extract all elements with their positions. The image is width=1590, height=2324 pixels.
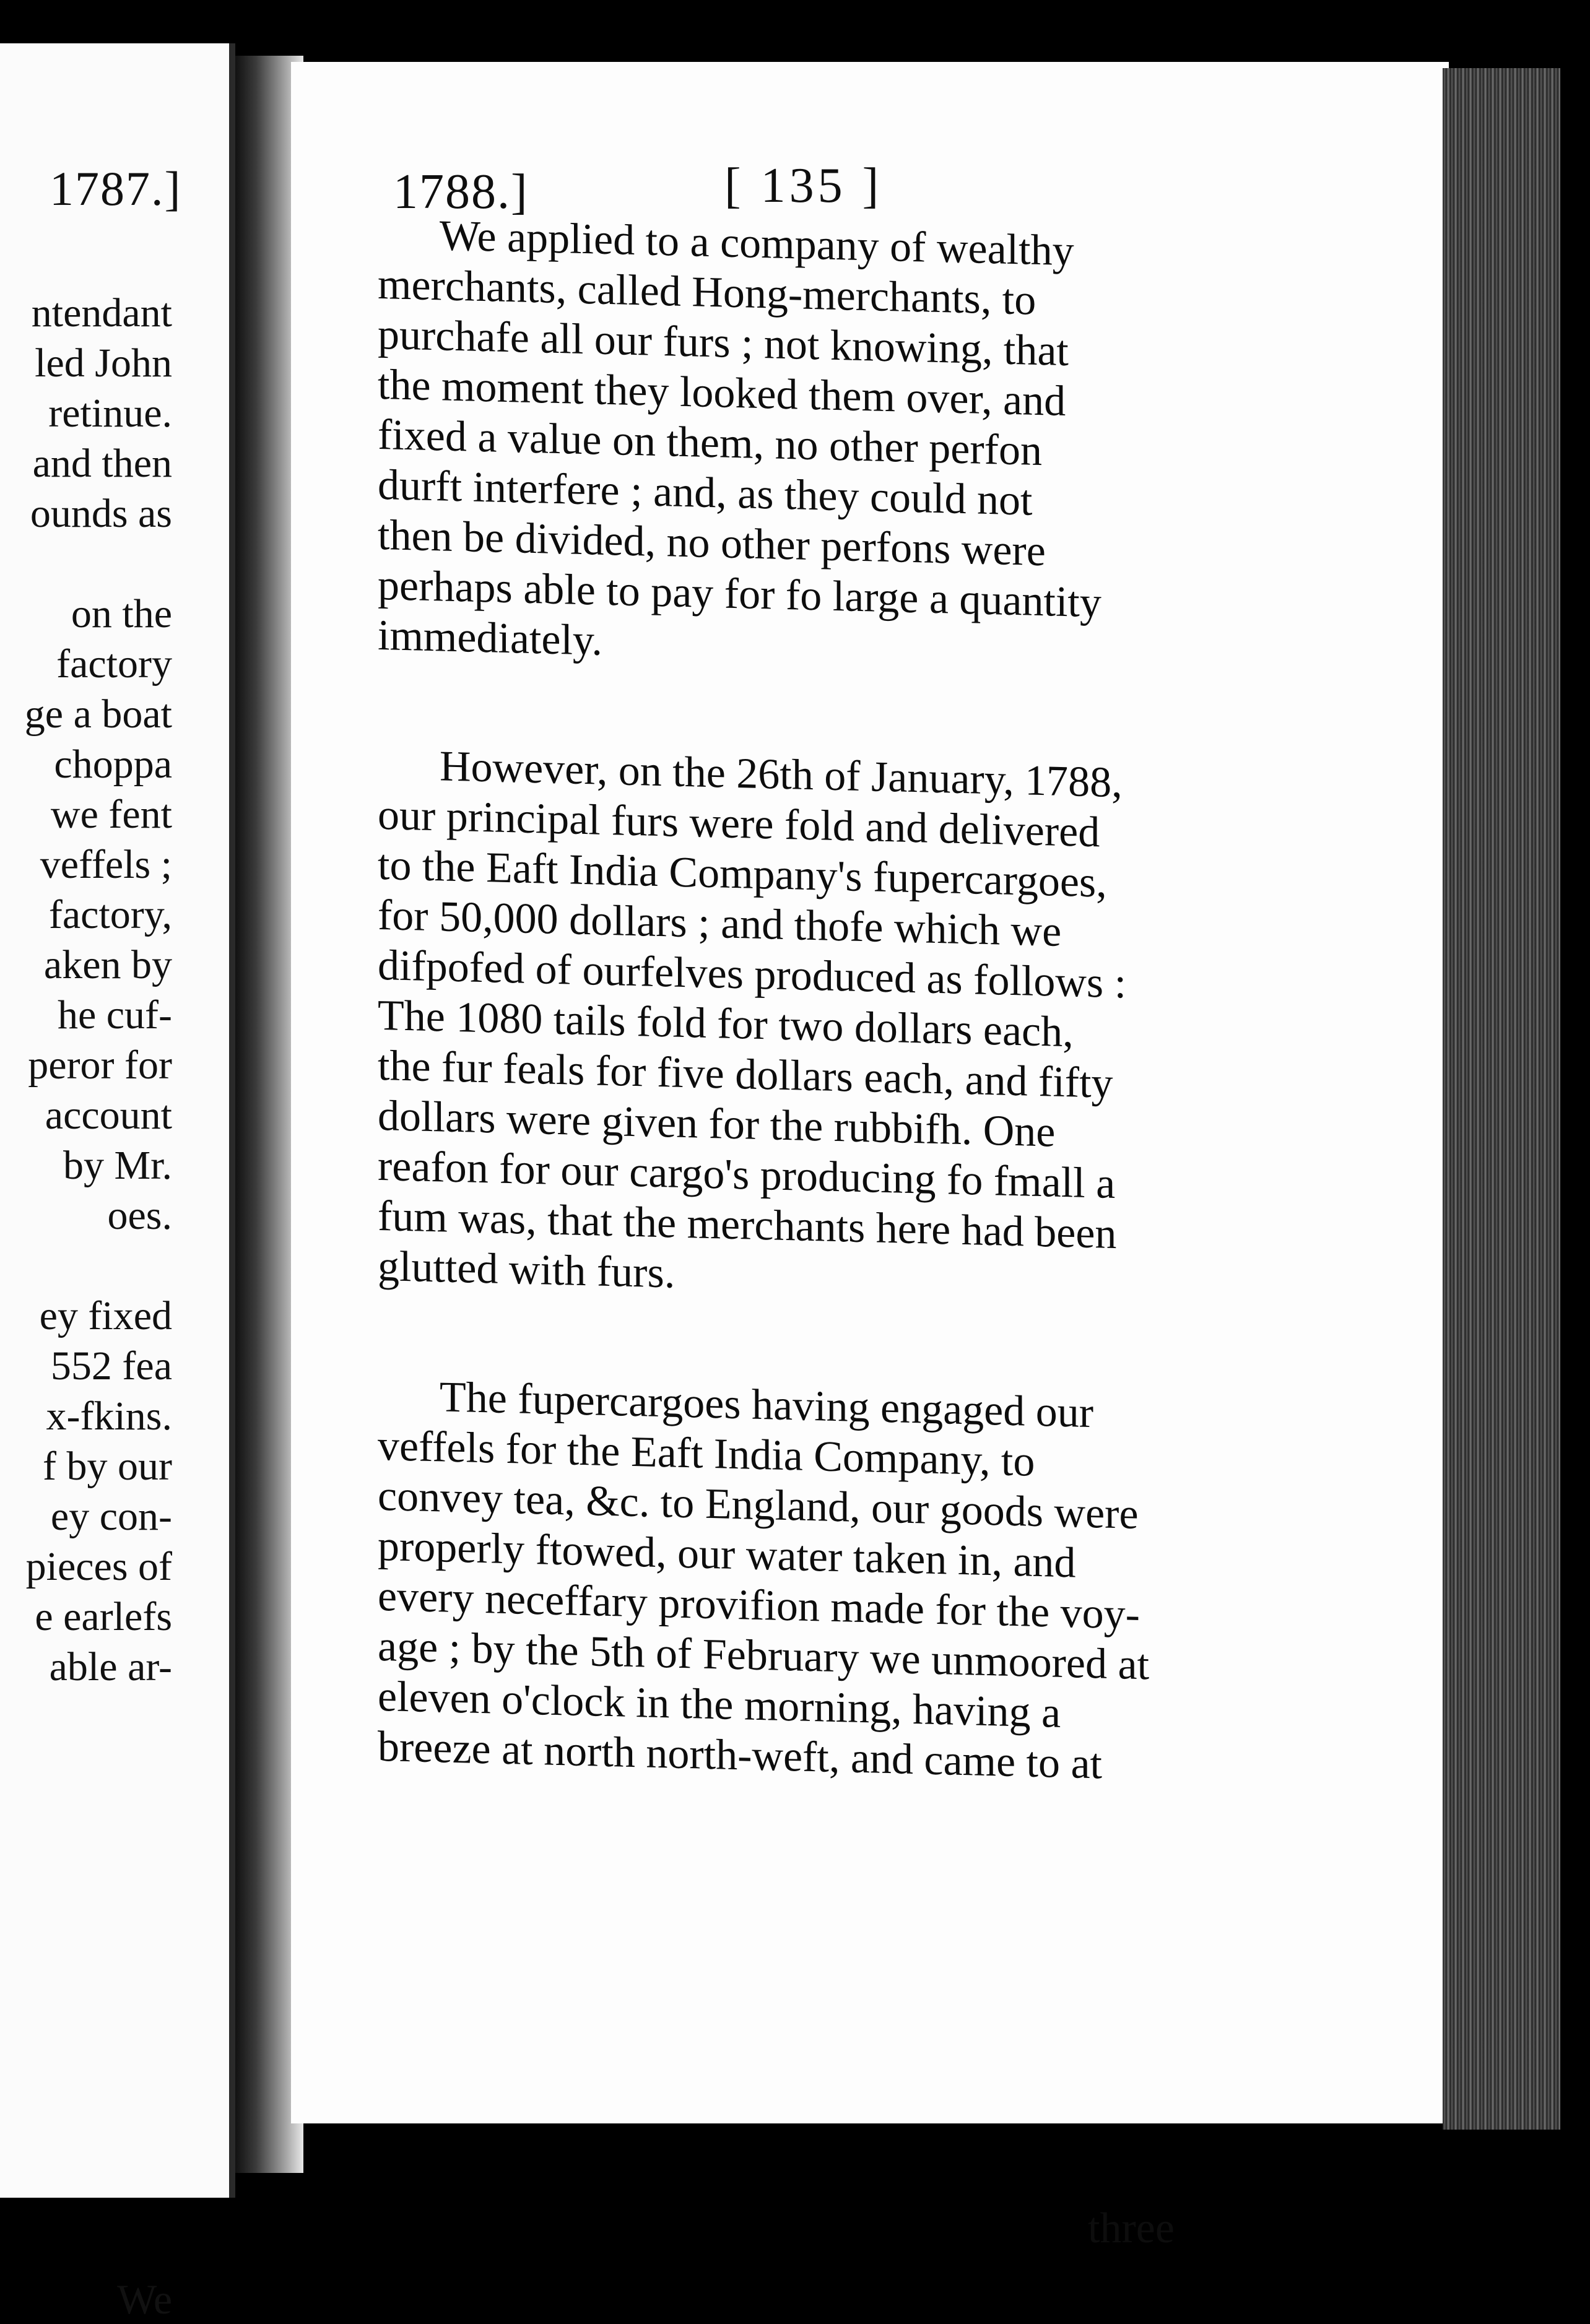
- left-text-line: account: [45, 1093, 172, 1138]
- text-line: We applied to a company of wealthy: [440, 212, 1074, 275]
- left-text-line: by Mr.: [63, 1143, 172, 1188]
- left-text-line: 552 fea: [50, 1343, 172, 1389]
- left-facing-page: [0, 43, 235, 2323]
- paragraph: [378, 212, 1498, 674]
- text-line: The 1080 tails fold for two dollars each,: [378, 991, 1074, 1057]
- left-text-line: veffels ;: [40, 842, 172, 887]
- text-line: convey tea, &c. to England, our goods were: [378, 1472, 1139, 1538]
- left-text-line: ge a boat: [24, 692, 172, 737]
- text-line: merchants, called Hong-merchants, to: [378, 260, 1036, 324]
- text-line: purchafe all our furs ; not knowing, that: [378, 310, 1069, 376]
- text-line: for 50,000 dollars ; and thofe which we: [378, 891, 1062, 956]
- left-text-line: ntendant: [31, 290, 172, 336]
- left-text-line: we fent: [50, 792, 172, 837]
- body-text: [378, 212, 1498, 1865]
- left-text-line: factory: [56, 641, 172, 687]
- text-line: to the Eaft India Company's fupercargoes,: [378, 841, 1107, 907]
- text-line: our principal furs were fold and delivered: [378, 791, 1100, 857]
- left-text-line: he cuf-: [57, 992, 172, 1038]
- text-line: difpofed of ourfelves produced as follows :: [378, 941, 1127, 1008]
- text-line: veffels for the Eaft India Company, to: [378, 1421, 1035, 1486]
- text-line: reafon for our cargo's producing fo fmall a: [378, 1142, 1116, 1208]
- left-text-line: x-fkins.: [46, 1394, 172, 1439]
- text-line: durft interfere ; and, as they could not: [378, 461, 1033, 525]
- text-line: breeze at north north-weft, and came to at: [378, 1722, 1103, 1789]
- left-text-line: e earlefs: [35, 1594, 172, 1639]
- left-text-line: aken by: [43, 942, 172, 987]
- paragraph: [378, 1373, 1498, 1789]
- left-text-line: ey con-: [50, 1494, 172, 1539]
- text-line: the moment they looked them over, and: [378, 360, 1066, 426]
- text-line: fum was, that the merchants here had been: [378, 1192, 1117, 1259]
- text-line: The fupercargoes having engaged our: [440, 1373, 1094, 1437]
- left-text-line: factory,: [48, 892, 172, 937]
- left-running-head: 1787.]: [50, 162, 182, 215]
- text-line: fixed a value on them, no other perfon: [378, 410, 1042, 475]
- left-catchword: We: [117, 2276, 172, 2323]
- left-text-line: oes.: [107, 1193, 172, 1238]
- left-text-line: on the: [71, 591, 172, 636]
- left-text-line: choppa: [54, 742, 172, 787]
- text-line: eleven o'clock in the morning, having a: [378, 1672, 1061, 1737]
- left-text-line: peror for: [28, 1043, 172, 1088]
- left-text-line: ey fixed: [39, 1293, 172, 1338]
- main-page: [291, 62, 1449, 2252]
- text-line: However, on the 26th of January, 1788,: [440, 742, 1123, 807]
- running-head-year: 1788.]: [393, 165, 529, 219]
- text-line: dollars were given for the rubbifh. One: [378, 1091, 1056, 1156]
- left-text-line: ounds as: [30, 491, 172, 536]
- page-edges: [1443, 68, 1560, 2130]
- left-text-line: led John: [35, 340, 172, 386]
- running-head: [291, 152, 1449, 220]
- left-text-column: [0, 288, 172, 1692]
- page-number: [ 135 ]: [724, 158, 883, 213]
- left-text-line: f by our: [43, 1444, 172, 1489]
- paragraph: [378, 742, 1498, 1305]
- text-line: glutted with furs.: [378, 1242, 676, 1298]
- left-text-line: pieces of: [25, 1544, 172, 1589]
- text-line: properly ftowed, our water taken in, and: [378, 1522, 1076, 1587]
- text-line: perhaps able to pay for fo large a quantity: [378, 561, 1101, 627]
- left-text-line: retinue.: [48, 391, 172, 436]
- text-line: then be divided, no other perfons were: [378, 511, 1046, 576]
- left-text-line: able ar-: [49, 1644, 172, 1689]
- left-paragraph-gap: [0, 1241, 172, 1291]
- text-line: the fur feals for five dollars each, and fifty: [378, 1041, 1113, 1108]
- text-line: immediately.: [378, 611, 602, 665]
- text-line: every neceffary provifion made for the voy-: [378, 1572, 1140, 1639]
- left-paragraph-gap: [0, 539, 172, 589]
- left-text-line: and then: [32, 441, 172, 486]
- text-line: age ; by the 5th of February we unmoored at: [378, 1622, 1150, 1689]
- catchword: three: [1088, 2205, 1175, 2252]
